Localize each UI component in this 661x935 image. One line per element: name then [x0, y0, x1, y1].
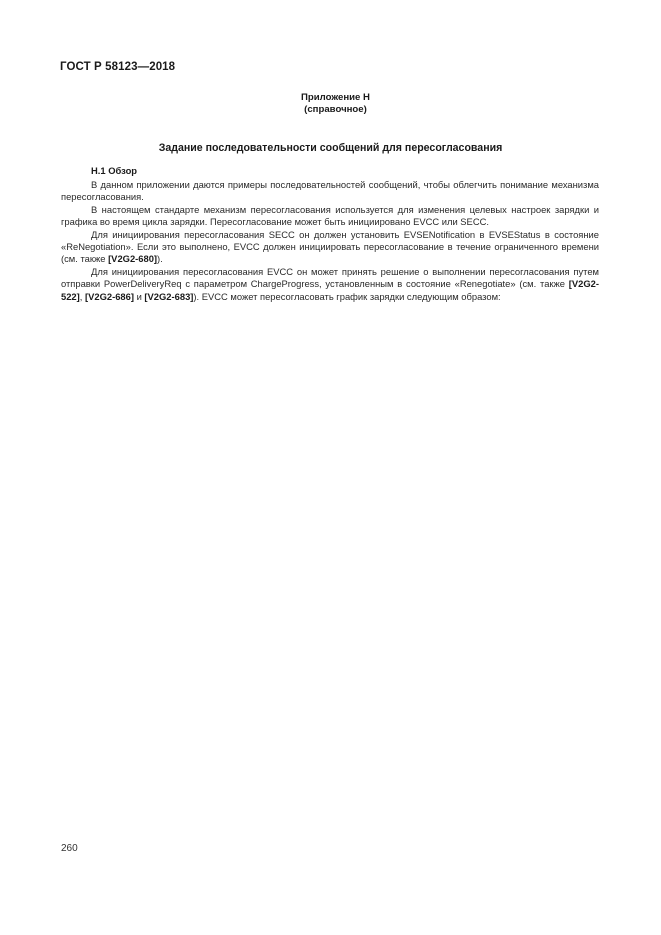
paragraph-2: В настоящем стандарте механизм пересогласования используется для изменения целевых настроек зарядки и графика во время цикла зарядки. Пересогласование может быть инициировано EVCC или SECC. [61, 204, 599, 228]
document-code-header: ГОСТ Р 58123—2018 [60, 61, 176, 73]
paragraph-3-tail: ). [157, 253, 163, 265]
reference-v2g2-686: [V2G2-686] [84, 290, 134, 302]
reference-v2g2-680: [V2G2-680] [108, 253, 158, 265]
separator: , [79, 290, 85, 302]
paragraph-3-text: Для инициирования пересогласования SECC он должен установить EVSENotification в EVSEStatus в состояние «ReNegotiation». Если это выполнено, EVCC должен инициировать пересогласование в течение ограниченного времени (см. также [61, 229, 599, 265]
reference-v2g2-522: [V2G2-522] [61, 278, 599, 302]
paragraph-1: В данном приложении даются примеры последовательностей сообщений, чтобы облегчить понимание механизма пересогласования. [61, 179, 599, 203]
appendix-title: Приложение Н [301, 92, 370, 103]
subsection-heading: Н.1 Обзор [91, 165, 138, 176]
appendix-subtitle: (справочное) [304, 104, 367, 115]
paragraph-3 [61, 229, 599, 266]
body-text [61, 165, 599, 303]
page-number: 260 [61, 843, 78, 854]
reference-v2g2-683: [V2G2-683] [144, 290, 194, 302]
separator: и [133, 290, 145, 302]
paragraph-4 [61, 266, 599, 303]
paragraph-4-tail: ). EVCC может пересогласовать график зарядки следующим образом: [193, 290, 501, 302]
appendix-title-block [0, 92, 661, 116]
section-heading: Задание последовательности сообщений для пересогласования [158, 142, 503, 154]
paragraph-4-text: Для инициирования пересогласования EVCC он может принять решение о выполнении пересогласования путем отправки PowerDeliveryReq с параметром ChargeProgress, установленным в состояние «Renegotiate» (см. также [61, 266, 599, 290]
